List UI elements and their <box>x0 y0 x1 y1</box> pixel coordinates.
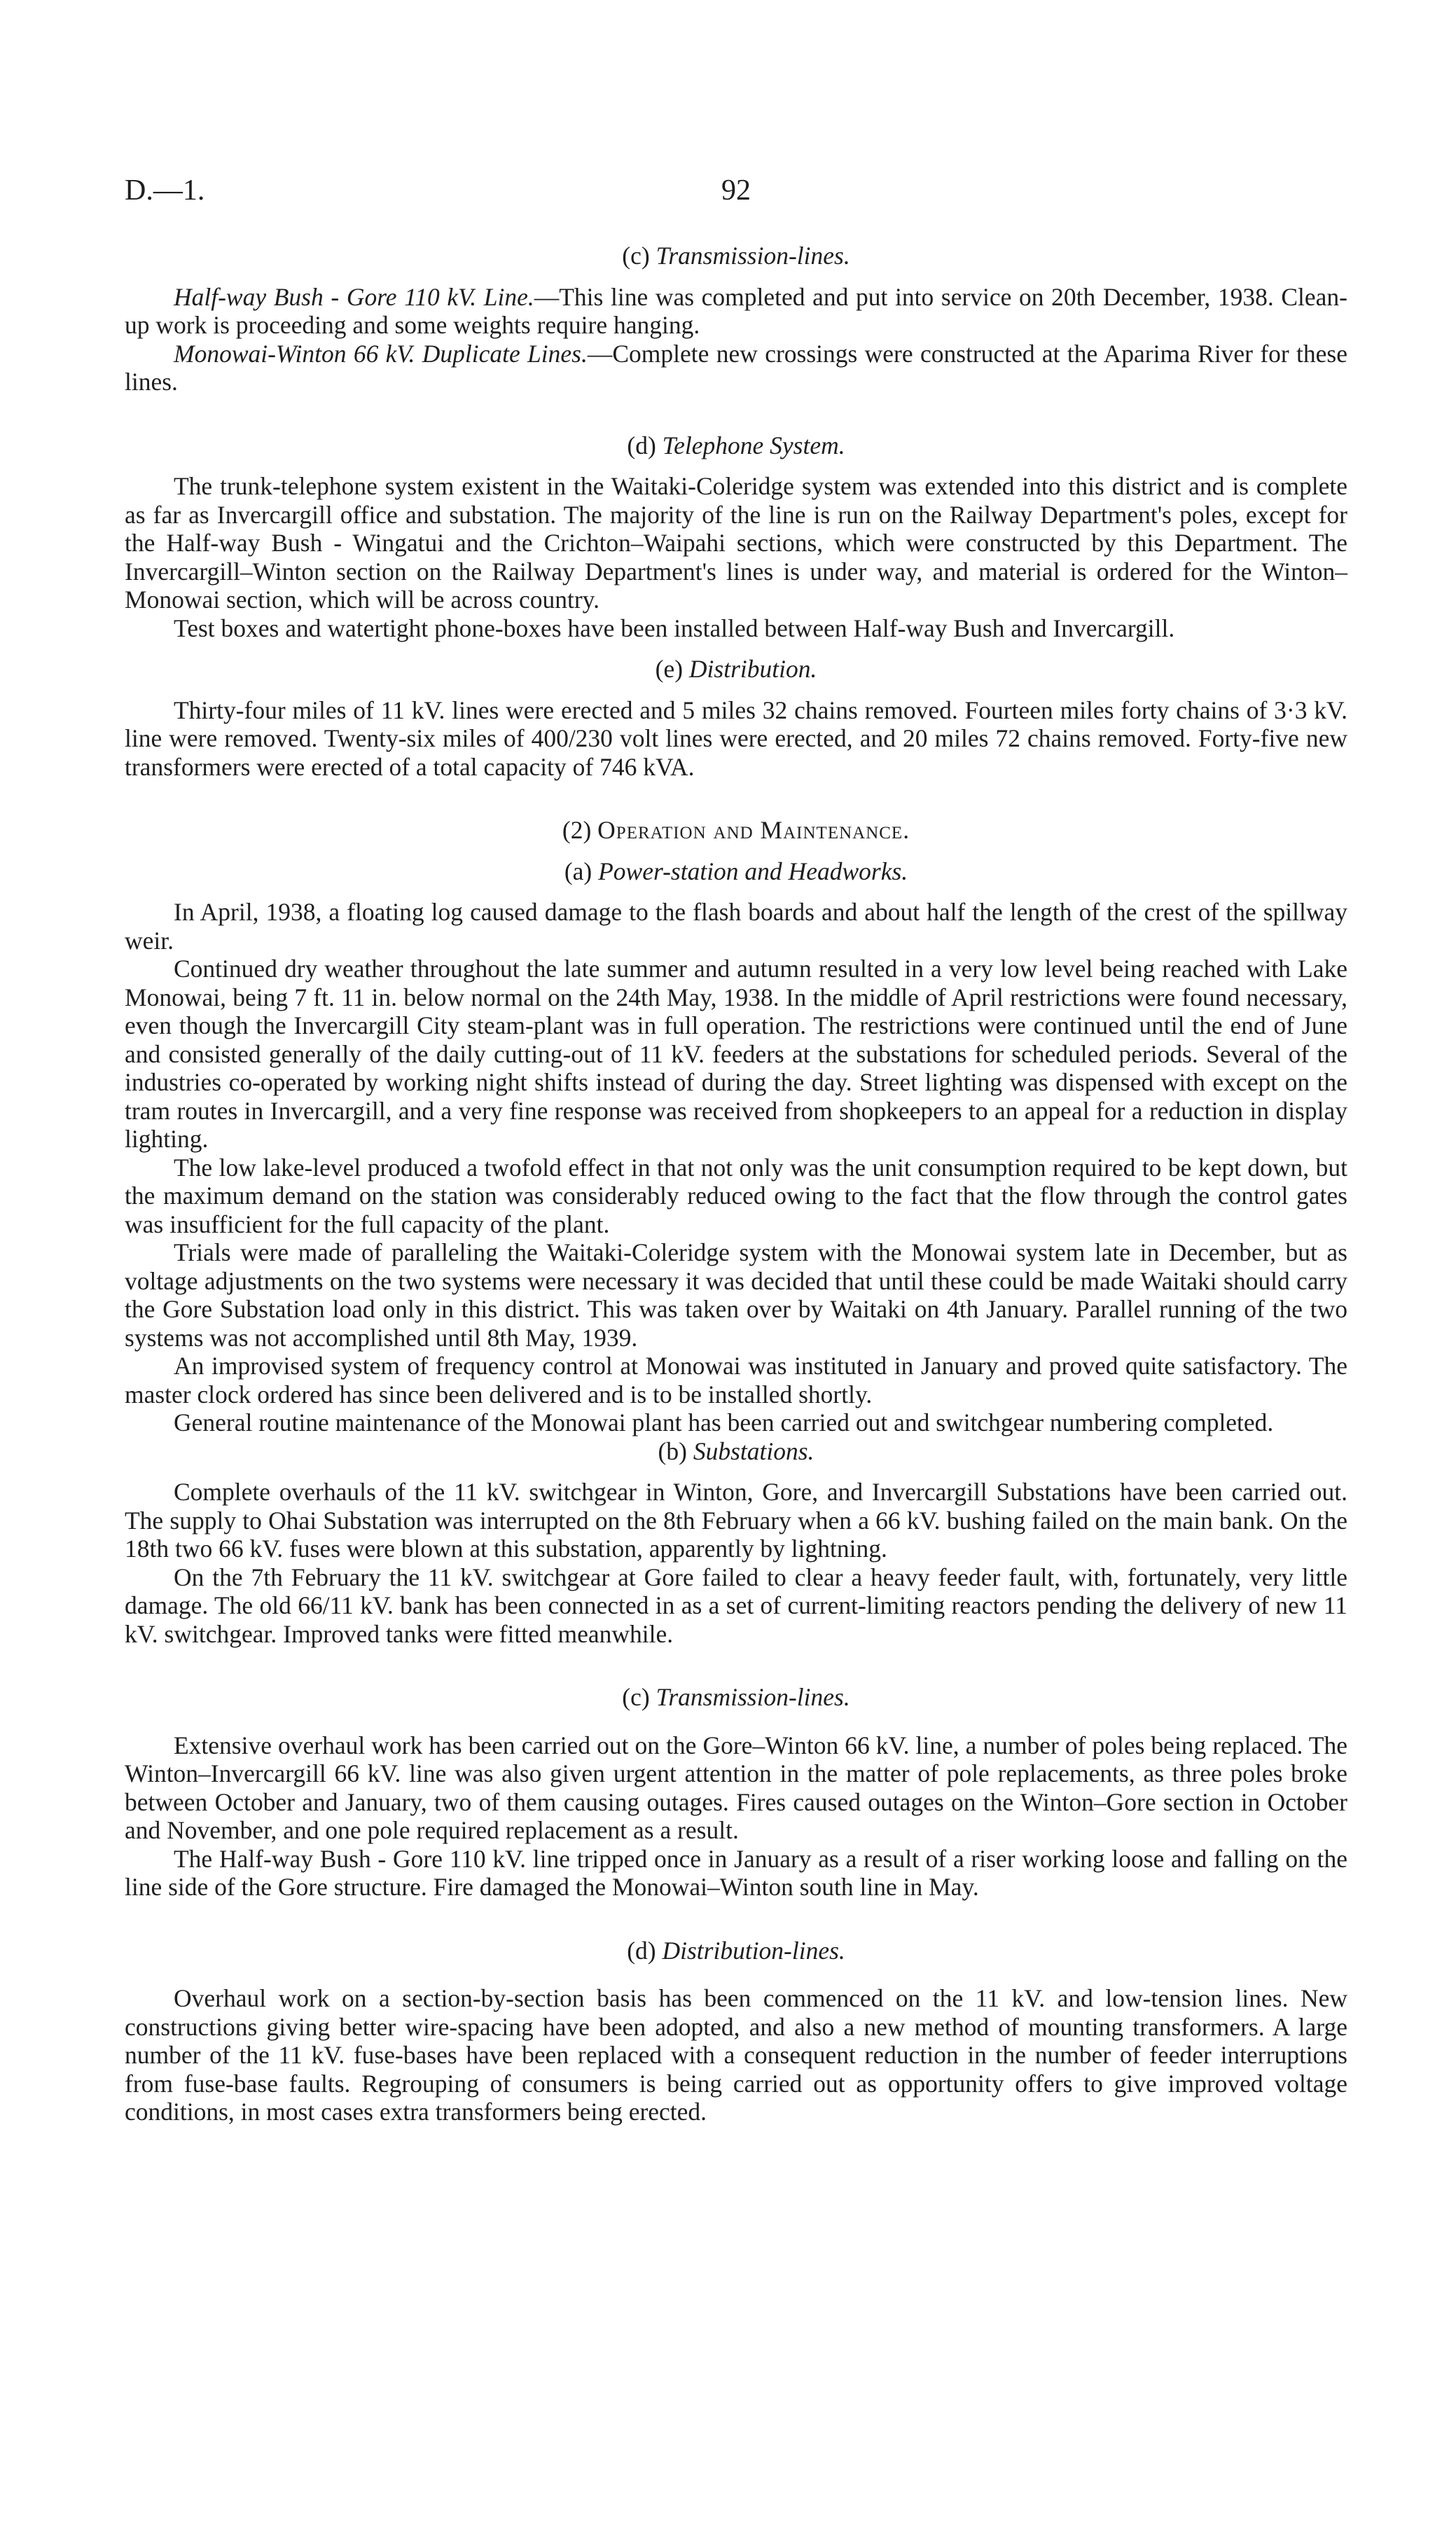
page-header <box>125 174 1347 216</box>
heading-telephone-system: (d) Telephone System. <box>627 431 845 459</box>
paragraph: Half-way Bush - Gore 110 kV. Line.—This line was completed and put into service on 20th December, 1938. Clean-up work is proceeding and some weights require hanging. <box>125 282 1347 339</box>
paragraph: The trunk-telephone system existent in the Waitaki-Coleridge system was extended into this district and is complete as far as Invercargill office and substation. The majority of the line is run on the Railway Department's poles, except for the Half-way Bush - Wingatui and the Crichton–Waipahi sections, which were constructed by this Department. The Invercargill–Winton section on the Railway Department's lines is under way, and material is ordered for the Winton–Monowai section, which will be across country. <box>125 472 1347 614</box>
paragraph: Thirty-four miles of 11 kV. lines were erected and 5 miles 32 chains removed. Fourteen miles forty chains of 3·3 kV. line were removed. Twenty-six miles of 400/230 volt lines were erected, and 20 miles 72 chains removed. Forty-five new transformers were erected of a total capacity of 746 kVA. <box>125 695 1347 781</box>
paragraph: In April, 1938, a floating log caused damage to the flash boards and about half the length of the crest of the spillway weir. <box>125 898 1347 955</box>
heading-distribution-lines: (d) Distribution-lines. <box>627 1936 845 1965</box>
document-reference: D.—1. <box>125 174 205 207</box>
heading-operation-and-maintenance: (2) Operation and Maintenance. <box>562 816 910 844</box>
page-body <box>125 242 1347 2126</box>
paragraph: An improvised system of frequency control at Monowai was instituted in January and proved quite satisfactory. The master clock ordered has since been delivered and is to be installed shortly. <box>125 1352 1347 1408</box>
paragraph: Monowai-Winton 66 kV. Duplicate Lines.—Complete new crossings were constructed at the Aparima River for these lines. <box>125 339 1347 396</box>
heading-transmission-lines-2: (c) Transmission-lines. <box>622 1683 850 1711</box>
heading-distribution: (e) Distribution. <box>655 655 817 683</box>
paragraph: Complete overhauls of the 11 kV. switchgear in Winton, Gore, and Invercargill Substations have been carried out. The supply to Ohai Substation was interrupted on the 8th February when a 66 kV. bushing failed on the main bank. On the 18th two 66 kV. fuses were blown at this substation, apparently by lightning. <box>125 1478 1347 1563</box>
paragraph: On the 7th February the 11 kV. switchgear at Gore failed to clear a heavy feeder fault, with, fortunately, very little damage. The old 66/11 kV. bank has been connected in as a set of current-limiting reactors pending the delivery of new 11 kV. switchgear. Improved tanks were fitted meanwhile. <box>125 1563 1347 1648</box>
heading-transmission-lines-1: (c) Transmission-lines. <box>622 242 850 270</box>
paragraph: Extensive overhaul work has been carried out on the Gore–Winton 66 kV. line, a number of poles being replaced. The Winton–Invercargill 66 kV. line was also given urgent attention in the matter of pole replacements, as three poles broke between October and January, two of them causing outages. Fires caused outages on the Winton–Gore section in October and November, and one pole required replacement as a result. <box>125 1731 1347 1844</box>
paragraph: The low lake-level produced a twofold effect in that not only was the unit consumption required to be kept down, but the maximum demand on the station was considerably reduced owing to the fact that the flow through the control gates was insufficient for the full capacity of the plant. <box>125 1153 1347 1238</box>
paragraph: Trials were made of paralleling the Waitaki-Coleridge system with the Monowai system late in December, but as voltage adjustments on the two systems were necessary it was decided that until these could be made Waitaki should carry the Gore Substation load only in this district. This was taken over by Waitaki on 4th January. Parallel running of the two systems was not accomplished until 8th May, 1939. <box>125 1238 1347 1352</box>
paragraph: General routine maintenance of the Monowai plant has been carried out and switchgear numbering completed. <box>174 1408 1274 1436</box>
paragraph: The Half-way Bush - Gore 110 kV. line tripped once in January as a result of a riser working loose and falling on the line side of the Gore structure. Fire damaged the Monowai–Winton south line in May. <box>125 1844 1347 1901</box>
paragraph: Overhaul work on a section-by-section basis has been commenced on the 11 kV. and low-tension lines. New constructions giving better wire-spacing have been adopted, and also a new method of mounting transformers. A large number of the 11 kV. fuse-bases have been replaced with a consequent reduction in the number of feeder interruptions from fuse-base faults. Regrouping of consumers is being carried out as opportunity offers to give improved voltage conditions, in most cases extra transformers being erected. <box>125 1984 1347 2126</box>
page-number: 92 <box>721 174 751 207</box>
heading-substations: (b) Substations. <box>658 1436 814 1465</box>
paragraph: Continued dry weather throughout the late summer and autumn resulted in a very low level being reached with Lake Monowai, being 7 ft. 11 in. below normal on the 24th May, 1938. In the middle of April restrictions were found necessary, even though the Invercargill City steam-plant was in full operation. The restrictions were continued until the end of June and consisted generally of the daily cutting-out of 11 kV. feeders at the substations for scheduled periods. Several of the industries co-operated by working night shifts instead of during the day. Street lighting was dispensed with except on the tram routes in Invercargill, and a very fine response was received from shopkeepers to an appeal for a reduction in display lighting. <box>125 955 1347 1153</box>
heading-power-station: (a) Power-station and Headworks. <box>564 857 908 885</box>
paragraph: Test boxes and watertight phone-boxes have been installed between Half-way Bush and Invercargill. <box>174 614 1175 642</box>
